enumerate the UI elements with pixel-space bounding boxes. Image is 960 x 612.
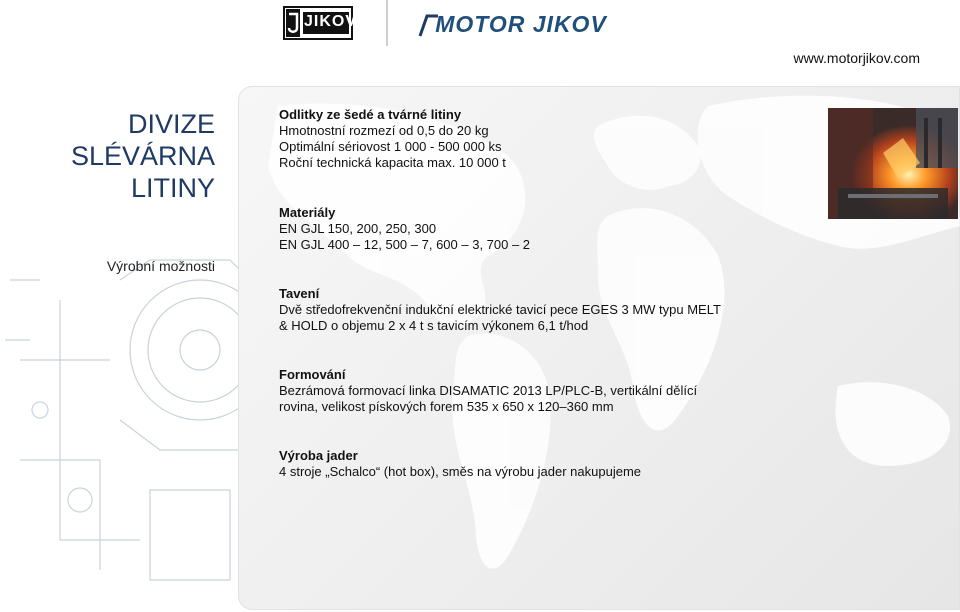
section-melting [279, 286, 759, 334]
section-line: EN GJL 400 – 12, 500 – 7, 600 – 3, 700 – 2 [279, 237, 531, 252]
division-title [40, 108, 215, 204]
technical-drawing-background [0, 240, 250, 612]
section-core-making [279, 448, 759, 480]
motor-jikov-logo-text: MOTOR JIKOV [435, 11, 607, 37]
website-link[interactable]: www.motorjikov.com [793, 50, 920, 66]
section-heading: Formování [279, 367, 346, 382]
section-heading: Tavení [279, 286, 320, 301]
section-heading: Odlitky ze šedé a tvárné litiny [279, 107, 462, 122]
section-line: Optimální sériovost 1 000 - 500 000 ks [279, 139, 502, 154]
section-heading: Materiály [279, 205, 336, 220]
section-line: Bezrámová formovací linka DISAMATIC 2013 LP/PLC-B, vertikální dělící [279, 383, 698, 398]
division-title-line: LITINY [130, 173, 215, 203]
foundry-photo [828, 108, 958, 219]
section-molding [279, 367, 759, 415]
section-line: 4 stroje „Schalco“ (hot box), směs na výrobu jader nakupujeme [279, 464, 642, 479]
section-line: EN GJL 150, 200, 250, 300 [279, 221, 437, 236]
section-line: Roční technická kapacita max. 10 000 t [279, 155, 506, 170]
logo-divider [386, 0, 388, 46]
division-title-line: SLÉVÁRNA [70, 141, 215, 171]
division-title-line: DIVIZE [127, 109, 215, 139]
section-line: Dvě středofrekvenční indukční elektrické tavicí pece EGES 3 MW typu MELT [279, 302, 721, 317]
section-castings [279, 107, 759, 171]
section-heading: Výroba jader [279, 448, 358, 463]
side-label: Výrobní možnosti [106, 258, 215, 274]
section-line: Hmotnostní rozmezí od 0,5 do 20 kg [279, 123, 489, 138]
jikov-logo-text: JIKOV [304, 13, 358, 30]
section-materials [279, 205, 759, 253]
section-line: rovina, velikost pískových forem 535 x 650 x 120–360 mm [279, 399, 614, 414]
section-line: & HOLD o objemu 2 x 4 t s tavicím výkonem 6,1 t/hod [279, 318, 589, 333]
